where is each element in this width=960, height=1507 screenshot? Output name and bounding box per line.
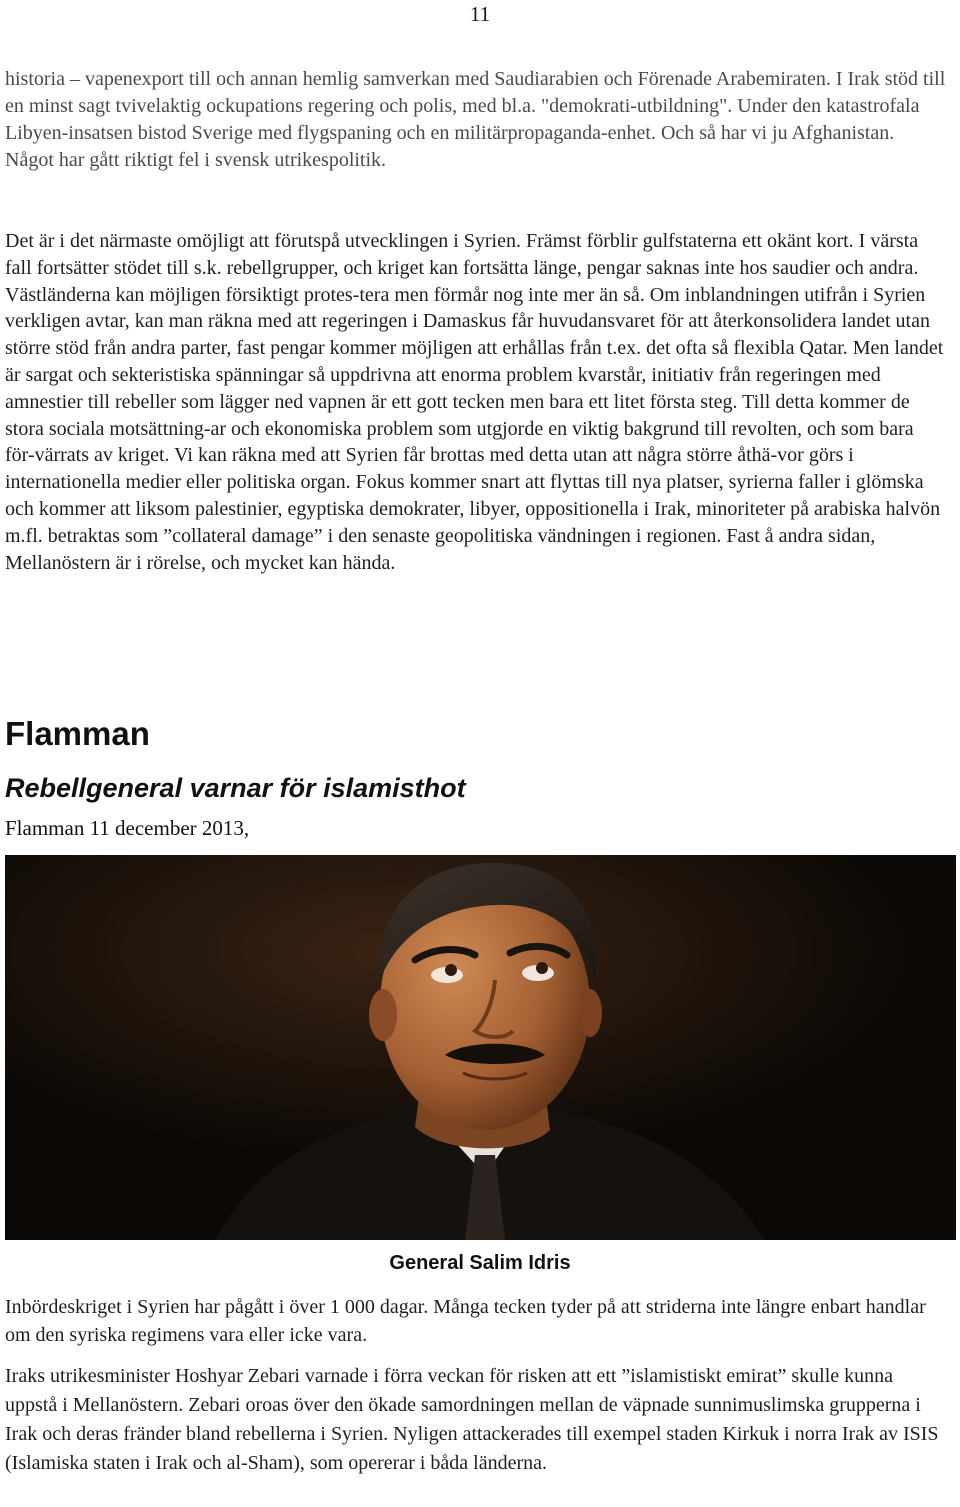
portrait-illustration	[5, 855, 956, 1240]
portrait-photo	[5, 855, 956, 1240]
article-title: Rebellgeneral varnar för islamisthot	[5, 773, 466, 803]
article-byline: Flamman 11 december 2013,	[5, 816, 250, 840]
page-number: 11	[469, 2, 491, 26]
paragraph-civil-war: Inbördeskriget i Syrien har pågått i över 1 000 dagar. Många tecken tyder på att striderna inte längre enbart handlar om den syriska regimens vara eller icke vara.	[5, 1296, 926, 1346]
photo-caption: General Salim Idris	[389, 1252, 571, 1274]
paragraph-intro: historia – vapenexport till och annan hemlig samverkan med Saudiarabien och Förenade Arabemiraten. I Irak stöd till en minst sagt tvivelaktig ockupations regering och polis, med bl.a. "demokrati-utbildning". Under den katastrofala Libyen-insatsen bistod Sverige med flygspaning och en militärpropaganda-enhet. Och så har vi ju Afghanistan. Något har gått riktigt fel i svensk utrikespolitik.	[5, 68, 946, 171]
paragraph-syria-outlook: Det är i det närmaste omöjligt att förutspå utvecklingen i Syrien. Främst förblir gulfstaterna ett okänt kort. I värsta fall fortsätter stödet till s.k. rebellgrupper, och kriget kan fortsätta länge, pengar saknas inte hos saudier och andra. Västländerna kan möjligen försiktigt protes-tera men förmår nog inte mer än så. Om inblandningen utifrån i Syrien verkligen avtar, kan man räkna med att regeringen i Damaskus får huvudansvaret för att återkonsolidera landet utan större stöd från andra parter, fast pengar kommer möjligen att erhållas från t.ex. det ofta så flexibla Qatar. Men landet är sargat och sekteristiska spänningar så uppdrivna att enorma problem kvarstår, initiativ från regeringen med amnestier till rebeller som lägger ned vapnen är ett gott tecken men bara ett litet första steg. Till detta kommer de stora sociala motsättning-ar och ekonomiska problem som utgjorde en viktig bakgrund till revolten, och som bara för-värrats av kriget. Vi kan räkna med att Syrien får brottas med detta utan att några större åthä-vor görs i internationella medier eller politiska organ. Fokus kommer snart att flyttas till nya platser, syrierna faller i glömska och kommer att liksom palestinier, egyptiska demokrater, libyer, oppositionella i Irak, minoriteter på arabiska halvön m.fl. betraktas som ”collateral damage” i den senaste geopolitiska vändningen i regionen. Fast å andra sidan, Mellanöstern är i rörelse, och mycket kan hända.	[5, 230, 944, 574]
section-heading: Flamman	[5, 715, 150, 752]
paragraph-zebari-warning: Iraks utrikesminister Hoshyar Zebari varnade i förra veckan för risken att ett ”islamistiskt emirat” skulle kunna uppstå i Mellanöstern. Zebari oroas över den ökade samordningen mellan de väpnade sunnimuslimska grupperna i Irak och deras fränder bland rebellerna i Syrien. Nyligen attackerades till exempel staden Kirkuk i norra Irak av ISIS (Islamiska staten i Irak och al-Sham), som opererar i båda länderna.	[5, 1365, 939, 1474]
